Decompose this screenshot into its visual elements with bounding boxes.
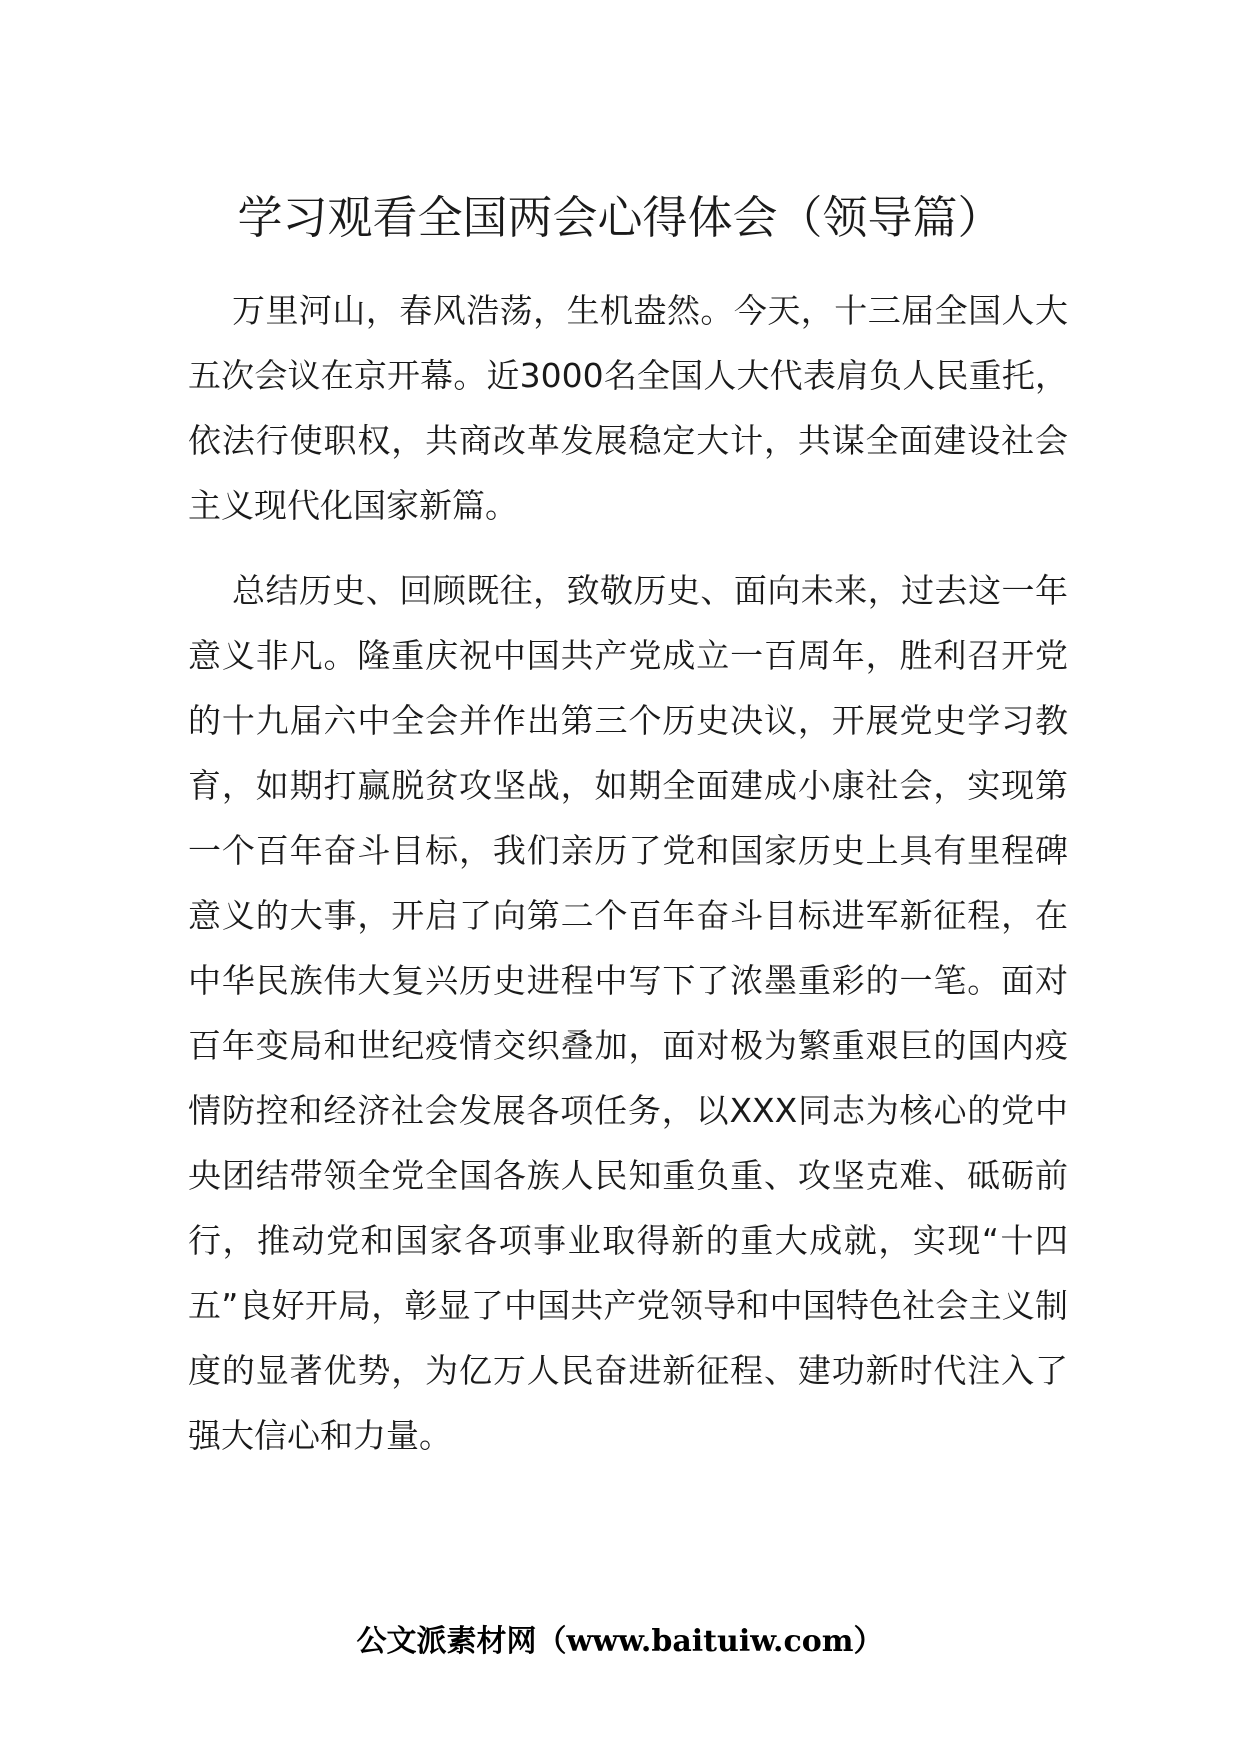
source-footer: 公文派素材网（www.baituiw.com） [356,1624,884,1659]
document-body [188,278,1068,1468]
paragraph-1: 万里河山，春风浩荡，生机盎然。今天，十三届全国人大五次会议在京开幕。近3000名全国人大代表肩负人民重托，依法行使职权，共商改革发展稳定大计，共谋全面建设社会主义现代化国家新篇。 [188,291,1068,525]
paragraph-2: 总结历史、回顾既往，致敬历史、面向未来，过去这一年意义非凡。隆重庆祝中国共产党成立一百周年，胜利召开党的十九届六中全会并作出第三个历史决议，开展党史学习教育，如期打赢脱贫攻坚战，如期全面建成小康社会，实现第一个百年奋斗目标，我们亲历了党和国家历史上具有里程碑意义的大事，开启了向第二个百年奋斗目标进军新征程，在中华民族伟大复兴历史进程中写下了浓墨重彩的一笔。面对百年变局和世纪疫情交织叠加，面对极为繁重艰巨的国内疫情防控和经济社会发展各项任务，以XXX同志为核心的党中央团结带领全党全国各族人民知重负重、攻坚克难、砥砺前行，推动党和国家各项事业取得新的重大成就，实现“十四五”良好开局，彰显了中国共产党领导和中国特色社会主义制度的显著优势，为亿万人民奋进新征程、建功新时代注入了强大信心和力量。 [188,571,1068,1455]
document-title: 学习观看全国两会心得体会（领导篇） [237,191,1003,244]
